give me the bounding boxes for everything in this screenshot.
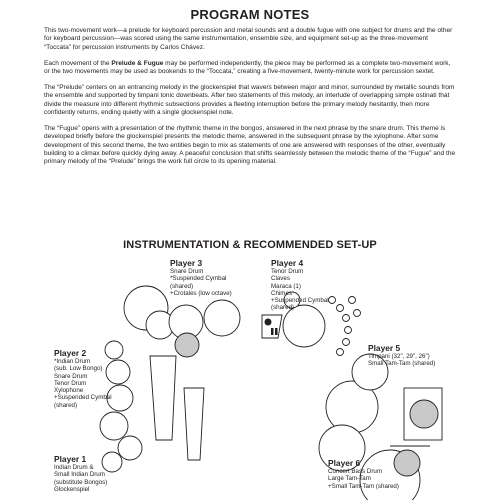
notes-paragraph-3: The “Prelude” centers on an entrancing melody in the glockenspiel that wavers between major and minor, surrounded by metallic sounds from the ensemble and supported by timpani tonic downbeats. After two statements of this melody, an interlude of overlapping simple ostinati that divide the measure into different rhythmic subsections provides a fleeting interruption before the primary melody hesitantly, then more confidently returns, ending quietly with a single glockenspiel note.	[44, 83, 455, 117]
player-6-line-1: Concert Bass Drum	[328, 468, 382, 475]
player-4-line-6: (shared)	[271, 304, 295, 312]
player-3-line-1: Snare Drum	[170, 268, 204, 275]
chime-4	[345, 327, 352, 334]
chime-5	[343, 339, 350, 346]
chime-8	[354, 310, 361, 317]
xylophone-shape	[150, 356, 176, 440]
drum-p1-a	[118, 436, 142, 460]
player-5-line-1: Timpani (32", 29", 26")	[368, 353, 430, 360]
player-2-name: Player 2	[54, 348, 87, 358]
player-2-line-3: Snare Drum	[54, 372, 88, 380]
player-4-line-4: Chimes	[271, 289, 292, 297]
music-stand-icon	[262, 315, 282, 338]
notes-p2-end: may be performed independently, the piece may be performed as a complete two-movement work, or the two movements may be used as bookends to the “Toccata,” creating a five-movement, twenty-minute work for percussion sextet.	[44, 59, 451, 76]
chime-7	[349, 297, 356, 304]
setup-title: INSTRUMENTATION & RECOMMENDED SET-UP	[123, 239, 377, 251]
chime-6	[337, 349, 344, 356]
drum-p2-d	[100, 412, 128, 440]
page-title: PROGRAM NOTES	[190, 7, 310, 22]
notes-paragraph-4: The “Fugue” opens with a presentation of the rhythmic theme in the bongos, answered in the next phrase by the snare drum. This theme is developed briefly before the glockenspiel presents the melodic theme, answered in the subsequent phrase by the xylophone. After some development of this second theme, the two entities begin to mix as statements of one are answered with responses of the other, eventually building to a climax before quickly dying away. A peaceful conclusion that shifts seamlessly between the melodic theme of the “Fugue” and the primary melody of the “Prelude” brings the work full circle to its opening material.	[44, 124, 456, 166]
player-5-line-2: Small Tam-Tam (shared)	[368, 360, 436, 368]
player-1-line-3: (substitute Bongos)	[54, 478, 108, 486]
player-4-line-2: Claves	[271, 275, 290, 283]
player-2-line-5: Xylophone	[54, 387, 84, 395]
player-5-block	[368, 343, 435, 368]
player-2-line-4: Tenor Drum	[54, 379, 87, 387]
player-1-line-4: Glockenspiel	[54, 485, 90, 493]
player-6-block	[328, 458, 399, 490]
notes-p2-work-title: Prelude & Fugue	[111, 59, 164, 67]
player-5-name: Player 5	[368, 343, 401, 353]
chime-2	[337, 305, 344, 312]
player-2-line-7: (shared)	[54, 401, 78, 409]
player-6-line-3: +Small Tam-Tam (shared)	[328, 482, 399, 490]
player-1-line-1: Indian Drum &	[54, 464, 94, 471]
player-3-line-3: (shared)	[170, 282, 194, 290]
player-1-line-2: Small Indian Drum	[54, 471, 105, 479]
chime-1	[329, 297, 336, 304]
player-4-name: Player 4	[271, 258, 304, 268]
player-2-line-2: (sub. Low Bongo)	[54, 365, 103, 373]
player-3-line-4: +Crotales (low octave)	[170, 289, 232, 297]
player-6-line-2: Large Tam-Tam	[328, 475, 371, 483]
player-4-line-5: +Suspended Cymbal	[271, 297, 329, 305]
player-4-line-1: Tenor Drum	[271, 268, 304, 275]
glockenspiel-shape	[184, 388, 204, 460]
player-4-line-3: Maraca (1)	[271, 282, 301, 290]
player-3-name: Player 3	[170, 258, 203, 268]
player-1-block	[54, 454, 107, 493]
player-4-block	[271, 258, 329, 312]
small-tam-tam-shaded	[410, 400, 438, 428]
player-3-line-2: *Suspended Cymbal	[170, 275, 227, 283]
player-2-block	[54, 348, 112, 409]
notes-paragraph-1: This two-movement work—a prelude for keyboard percussion and metal sounds and a double fugue with one subject for drums and the other for keyboard percussion—was scored using the same instrumentation, ensemble size, and equipment set-up as the three-movement “Toccata” for percussion instruments by Carlos Chávez.	[44, 27, 453, 51]
notes-p2-start: Each movement of the	[44, 59, 112, 67]
player-1-name: Player 1	[54, 454, 87, 464]
player-2-line-1: *Indian Drum	[54, 358, 91, 365]
player-6-name: Player 6	[328, 458, 361, 468]
suspended-cymbal-shaded	[175, 333, 199, 357]
cymbal-shared-top	[204, 300, 240, 336]
player-3-block	[170, 258, 232, 297]
player-2-line-6: +Suspended Cymbal	[54, 394, 112, 402]
chime-3	[343, 315, 350, 322]
